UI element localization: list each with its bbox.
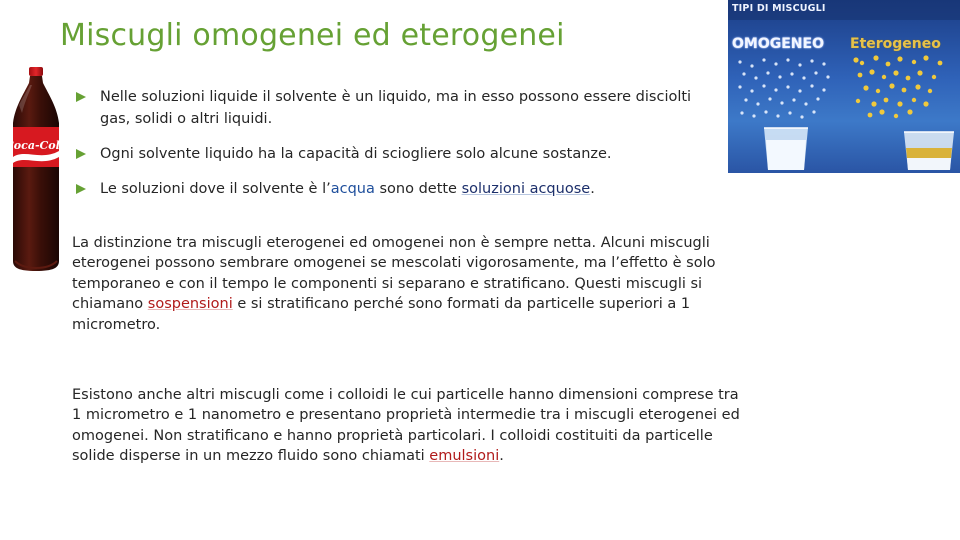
bullet-list bbox=[76, 86, 716, 200]
keyword-emulsioni: emulsioni bbox=[429, 448, 500, 465]
bullet-arrow-icon bbox=[76, 149, 86, 159]
bottle-logo-text: Coca-Cola bbox=[5, 139, 67, 152]
bullet-item-1 bbox=[76, 86, 716, 130]
keyword-acqua: acqua bbox=[330, 181, 375, 197]
bullet-text-3c: . bbox=[590, 181, 595, 197]
paragraph1-end: e si stratificano perché sono formati da particelle superiori a 1 micrometro. bbox=[72, 296, 691, 333]
bullet-text-1: Nelle soluzioni liquide il solvente è un liquido, ma in esso possono essere disciolti gas, solidi o altri liquidi. bbox=[100, 89, 692, 127]
bullet-arrow-icon bbox=[76, 92, 86, 102]
coca-cola-bottle-image bbox=[5, 65, 67, 273]
paragraph-colloidi bbox=[72, 385, 740, 467]
keyword-soluzioni-acquose: soluzioni acquose bbox=[461, 181, 591, 197]
paragraph2-text: Esistono anche altri miscugli come i colloidi le cui particelle hanno dimensioni comprese tra 1 micrometro e 1 nanometro e presentano proprietà intermedie tra i miscugli eterogenei ed omogenei. Non stratificano e hanno proprietà particolari. I colloidi costituiti da particelle solide disperse in un mezzo fluido sono chiamati bbox=[72, 387, 740, 465]
slide-title: Miscugli omogenei ed eterogenei bbox=[60, 18, 565, 53]
mixture-particles-graphic bbox=[728, 0, 960, 173]
paragraph2-end: . bbox=[499, 448, 504, 465]
paragraph1-text: La distinzione tra miscugli eterogenei ed omogenei non è sempre netta. Alcuni miscugli eterogenei possono sembrare omogenei se mescolati vigorosamente, ma l’effetto è solo temporaneo e con il tempo le componenti si separano e stratificano. Questi miscugli si chiamano bbox=[72, 235, 716, 313]
image-caption: TIPI DI MISCUGLI bbox=[732, 3, 826, 14]
mixture-types-image bbox=[728, 0, 960, 173]
bullet-text-3a: Le soluzioni dove il solvente è l’ bbox=[100, 181, 331, 197]
paragraph-sospensioni bbox=[72, 233, 740, 335]
bullet-text-3b: sono dette bbox=[374, 181, 462, 197]
bullet-text-2: Ogni solvente liquido ha la capacità di sciogliere solo alcune sostanze. bbox=[100, 146, 612, 162]
bullet-item-2 bbox=[76, 143, 716, 165]
keyword-sospensioni: sospensioni bbox=[147, 296, 233, 313]
bullet-item-3 bbox=[76, 178, 716, 200]
glass-oil-icon bbox=[904, 132, 954, 170]
label-omogeneo: OMOGENEO bbox=[732, 36, 824, 52]
label-eterogeneo: Eterogeneo bbox=[850, 36, 941, 52]
glass-water-icon bbox=[764, 128, 808, 170]
bullet-arrow-icon bbox=[76, 184, 86, 194]
